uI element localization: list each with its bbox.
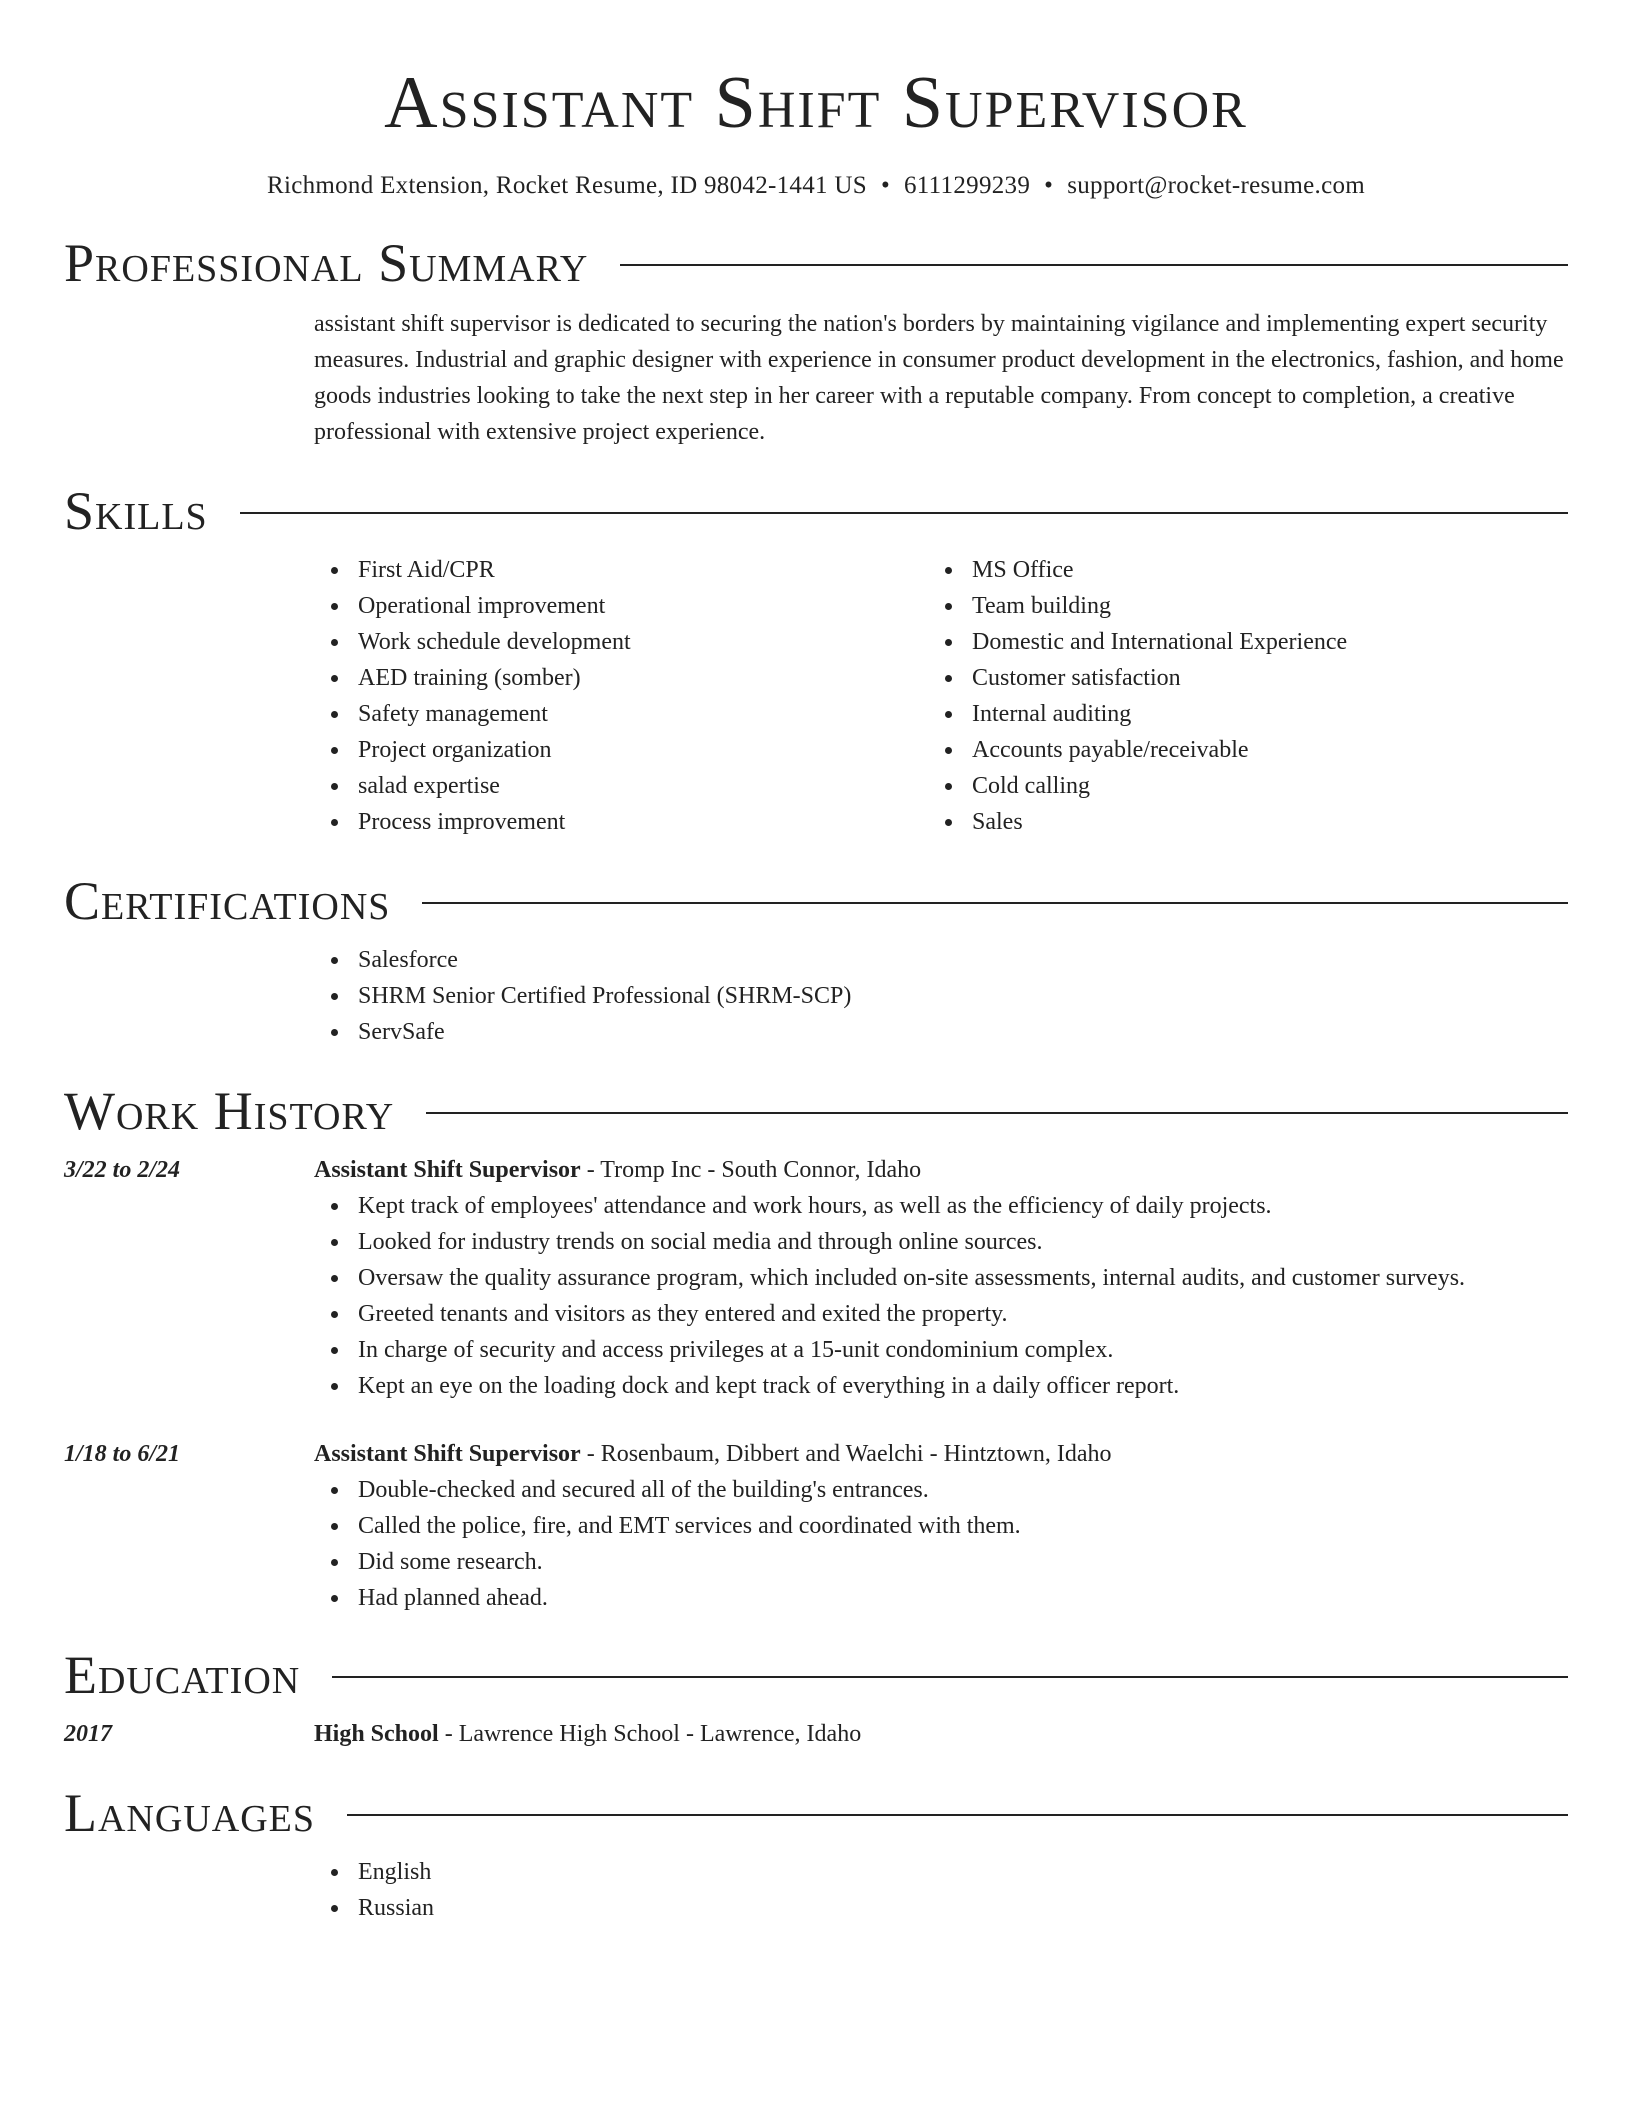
- education-heading: Education: [64, 1645, 301, 1705]
- skill-item: MS Office: [928, 552, 1542, 588]
- languages-section: [64, 1783, 1568, 1926]
- skills-list-left: [314, 552, 928, 840]
- education-entry: [64, 1716, 1568, 1752]
- summary-text: assistant shift supervisor is dedicated to securing the nation's borders by maintaining vigilance and implementing expert security measures. Industrial and graphic designer with experience in consumer product development in the electronics, fashion, and home goods industries looking to take the next step in her career with a reputable company. From concept to completion, a creative professional with extensive project experience.: [314, 311, 1564, 445]
- job-details: - Rosenbaum, Dibbert and Waelchi - Hintztown, Idaho: [580, 1441, 1112, 1467]
- contact-phone: 6111299239: [904, 172, 1031, 199]
- skill-item: Team building: [928, 588, 1542, 624]
- job-bullet: Called the police, fire, and EMT services and coordinated with them.: [314, 1508, 1568, 1544]
- work-history-heading: Work History: [64, 1081, 395, 1141]
- certification-item: ServSafe: [314, 1014, 1568, 1050]
- languages-list: [314, 1854, 1568, 1926]
- resume-name: Assistant Shift Supervisor: [384, 62, 1248, 144]
- skills-heading-row: [64, 481, 1568, 541]
- language-item: Russian: [314, 1890, 1568, 1926]
- certification-item: Salesforce: [314, 942, 1568, 978]
- contact-address: Richmond Extension, Rocket Resume, ID 98042-1441 US: [266, 172, 867, 199]
- job-bullet: Kept track of employees' attendance and work hours, as well as the efficiency of daily projects.: [314, 1188, 1568, 1224]
- job-bullet: Double-checked and secured all of the building's entrances.: [314, 1472, 1568, 1508]
- job-bullet: Looked for industry trends on social media and through online sources.: [314, 1224, 1568, 1260]
- section-divider: [620, 264, 1568, 266]
- skills-list-right: [928, 552, 1542, 840]
- certification-item: SHRM Senior Certified Professional (SHRM-SCP): [314, 978, 1568, 1014]
- section-divider: [422, 902, 1568, 904]
- section-divider: [332, 1676, 1568, 1678]
- job-dates: 1/18 to 6/21: [64, 1441, 181, 1467]
- skill-item: Customer satisfaction: [928, 660, 1542, 696]
- contact-separator: •: [1044, 172, 1054, 199]
- resume-page: [64, 0, 1568, 1926]
- job-bullet: Oversaw the quality assurance program, which included on-site assessments, internal audits, and customer surveys.: [314, 1260, 1568, 1296]
- job-bullets: [314, 1472, 1568, 1616]
- education-main: [314, 1716, 1568, 1752]
- section-divider: [347, 1814, 1568, 1816]
- skill-item: Project organization: [314, 732, 928, 768]
- job-details: - Tromp Inc - South Connor, Idaho: [580, 1157, 922, 1183]
- job-title: Assistant Shift Supervisor: [314, 1157, 581, 1183]
- section-divider: [240, 512, 1568, 514]
- job-title: Assistant Shift Supervisor: [314, 1441, 581, 1467]
- summary-body: [314, 306, 1568, 450]
- section-divider: [426, 1112, 1568, 1114]
- skill-item: AED training (somber): [314, 660, 928, 696]
- skill-item: Sales: [928, 804, 1542, 840]
- job-header: [314, 1152, 1568, 1188]
- languages-heading-row: [64, 1783, 1568, 1843]
- skills-heading: Skills: [64, 481, 208, 541]
- skill-item: First Aid/CPR: [314, 552, 928, 588]
- education-year: 2017: [64, 1721, 112, 1747]
- education-details: - Lawrence High School - Lawrence, Idaho: [438, 1721, 862, 1747]
- skill-item: Cold calling: [928, 768, 1542, 804]
- work-history-section: [64, 1081, 1568, 1616]
- skill-item: Internal auditing: [928, 696, 1542, 732]
- job-bullet: Kept an eye on the loading dock and kept track of everything in a daily officer report.: [314, 1368, 1568, 1404]
- skill-item: Work schedule development: [314, 624, 928, 660]
- skills-grid: [314, 552, 1568, 840]
- contact-line: [64, 172, 1568, 200]
- work-history-heading-row: [64, 1081, 1568, 1141]
- job-bullet: Greeted tenants and visitors as they entered and exited the property.: [314, 1296, 1568, 1332]
- contact-separator: •: [880, 172, 890, 199]
- job-bullet: Had planned ahead.: [314, 1580, 1568, 1616]
- job-bullet: In charge of security and access privileges at a 15-unit condominium complex.: [314, 1332, 1568, 1368]
- certifications-heading: Certifications: [64, 871, 391, 931]
- job-main: [314, 1152, 1568, 1404]
- skill-item: Operational improvement: [314, 588, 928, 624]
- job-bullets: [314, 1188, 1568, 1404]
- certifications-body: [314, 942, 1568, 1050]
- skill-item: salad expertise: [314, 768, 928, 804]
- summary-heading-row: [64, 233, 1568, 293]
- job-bullet: Did some research.: [314, 1544, 1568, 1580]
- education-heading-row: [64, 1645, 1568, 1705]
- job-header: [314, 1436, 1568, 1472]
- job-dates: 3/22 to 2/24: [64, 1157, 181, 1183]
- certifications-list: [314, 942, 1568, 1050]
- languages-heading: Languages: [64, 1783, 315, 1843]
- languages-body: [314, 1854, 1568, 1926]
- job-entry: [64, 1436, 1568, 1616]
- contact-email[interactable]: support@rocket-resume.com: [1067, 172, 1366, 199]
- skills-section: [64, 481, 1568, 840]
- job-entry: [64, 1152, 1568, 1404]
- education-degree: High School: [314, 1721, 439, 1747]
- skill-item: Process improvement: [314, 804, 928, 840]
- job-main: [314, 1436, 1568, 1616]
- summary-section: [64, 233, 1568, 450]
- summary-heading: Professional Summary: [64, 233, 589, 293]
- skill-item: Safety management: [314, 696, 928, 732]
- certifications-heading-row: [64, 871, 1568, 931]
- education-section: [64, 1645, 1568, 1752]
- skill-item: Domestic and International Experience: [928, 624, 1542, 660]
- skill-item: Accounts payable/receivable: [928, 732, 1542, 768]
- certifications-section: [64, 871, 1568, 1050]
- language-item: English: [314, 1854, 1568, 1890]
